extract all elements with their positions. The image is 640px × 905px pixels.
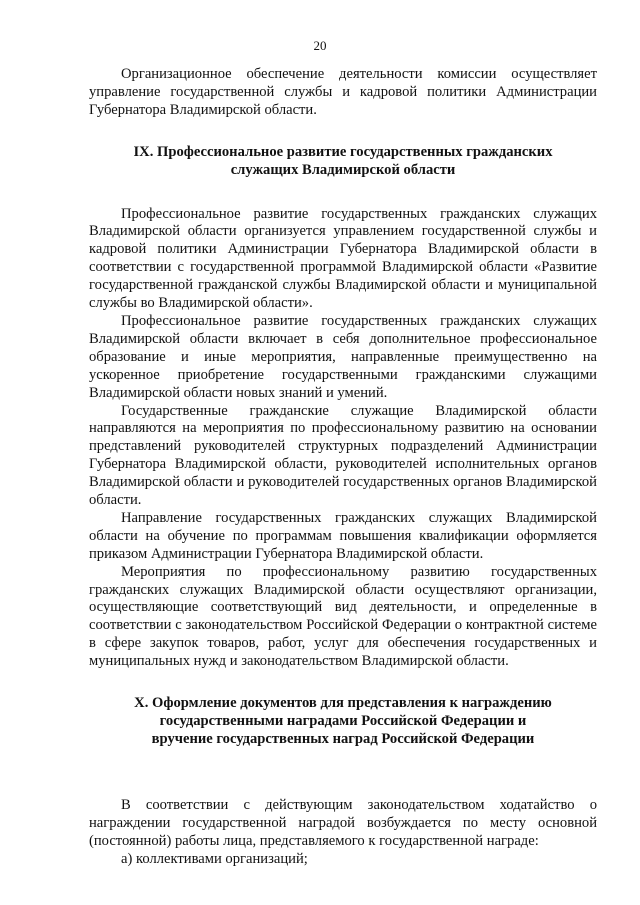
intro-paragraph: Организационное обеспечение деятельности комиссии осуществляет управление государственной службы и кадровой политики Администрации Губернатора Владимирской области. [89, 66, 597, 118]
page-number: 20 [313, 38, 327, 53]
section-ix-paragraph-3: Государственные гражданские служащие Владимирской области направляются на мероприятия по профессиональному развитию на основании представлений руководителей структурных подразделений Администрации Губернатора Владимирской области, руководителей исполнительных органов Владимирской области и руководителей государственных органов Владимирской области. [89, 402, 597, 509]
section-ix-paragraph-5: Мероприятия по профессиональному развитию государственных гражданских служащих Владимирской области осуществляют организации, осуществляющие соответствующий вид деятельности, и определенные в соответствии с законодательством Российской Федерации о контрактной системе в сфере закупок товаров, работ, услуг для обеспечения государственных и муниципальных нужд и законодательством Владимирской области. [89, 563, 597, 670]
section-ix-paragraph-1: Профессиональное развитие государственных гражданских служащих Владимирской области организуется управлением государственной службы и кадровой политики Администрации Губернатора Владимирской области в соответствии с государственной программой Владимирской области «Развитие государственной гражданской службы Владимирской области и муниципальной службы во Владимирской области». [89, 205, 597, 312]
section-x-list-item-a: а) коллективами организаций; [121, 850, 308, 867]
section-ix-paragraph-4: Направление государственных гражданских служащих Владимирской области на обучение по программам повышения квалификации оформляется приказом Администрации Губернатора Владимирской области. [89, 509, 597, 562]
section-x-heading: X. Оформление документов для представления к награждению государственными наградами Российской Федерации и вручение государственных наград Российской Федерации [134, 695, 552, 747]
section-ix-heading: IX. Профессиональное развитие государственных гражданских служащих Владимирской области [133, 143, 553, 178]
section-x-paragraph-1: В соответствии с действующим законодательством ходатайство о награждении государственной наградой возбуждается по месту основной (постоянной) работы лица, представляемого к государственной награде: [89, 796, 597, 849]
document-body [89, 66, 597, 868]
section-ix-paragraph-2: Профессиональное развитие государственных гражданских служащих Владимирской области включает в себя дополнительное профессиональное образование и иные мероприятия, направленные преимущественно на ускоренное приобретение государственными гражданскими служащими Владимирской области новых знаний и умений. [89, 312, 597, 401]
